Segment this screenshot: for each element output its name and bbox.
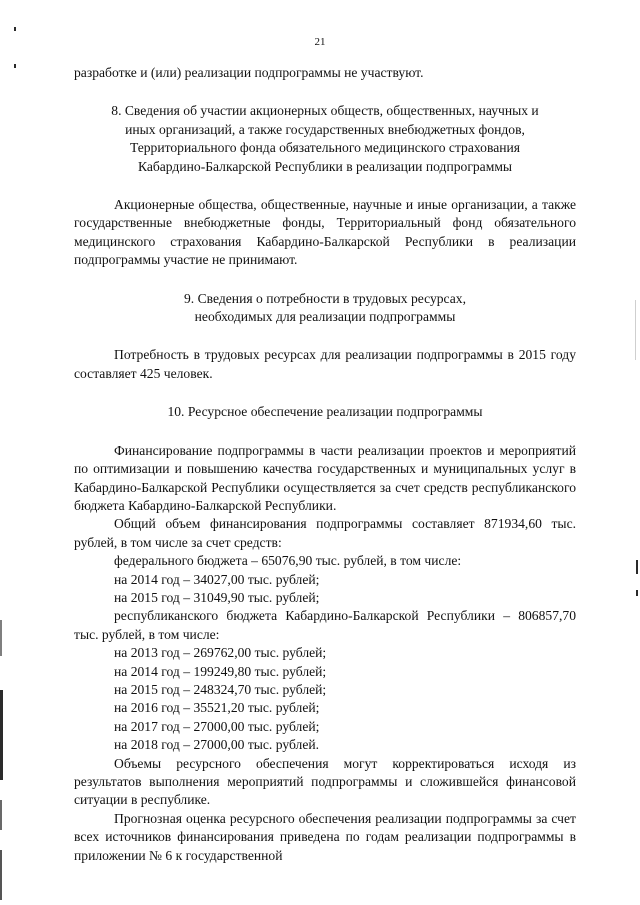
section-9-title bbox=[74, 290, 576, 327]
scan-edge-mark bbox=[0, 690, 3, 780]
scan-speck bbox=[14, 64, 16, 68]
section-8-title bbox=[74, 102, 576, 176]
section-9-title-line: 9. Сведения о потребности в трудовых ресурсах, bbox=[184, 290, 466, 306]
section-8-title-line: 8. Сведения об участии акционерных обществ, общественных, научных и bbox=[111, 103, 539, 119]
republic-year-line: на 2014 год – 199249,80 тыс. рублей; bbox=[114, 663, 327, 679]
section-10-title: 10. Ресурсное обеспечение реализации подпрограммы bbox=[167, 404, 483, 420]
document-body bbox=[74, 64, 576, 865]
section-8-title-line: иных организаций, а также государственных внебюджетных фондов, bbox=[125, 121, 525, 137]
republic-budget-line: республиканского бюджета Кабардино-Балкарской Республики – 806857,70 тыс. рублей, в том числе: bbox=[74, 608, 576, 642]
scan-edge-line bbox=[635, 300, 636, 360]
scan-speck bbox=[636, 560, 638, 574]
opening-line: разработке и (или) реализации подпрограммы не участвуют. bbox=[74, 65, 424, 80]
republic-year-line: на 2018 год – 27000,00 тыс. рублей. bbox=[114, 737, 320, 753]
scan-speck bbox=[14, 27, 16, 31]
page-number: 21 bbox=[314, 36, 326, 48]
federal-year-line: на 2015 год – 31049,90 тыс. рублей; bbox=[114, 589, 320, 605]
section-8-text: Акционерные общества, общественные, научные и иные организации, а также государственные внебюджетные фонды, Территориальный фонд обязательного медицинского страхования Кабардино-Балкарской Республики в реализации подпрограммы участие не принимают. bbox=[74, 197, 576, 268]
section-9-title-line: необходимых для реализации подпрограммы bbox=[194, 309, 456, 325]
scan-edge-mark bbox=[0, 850, 2, 900]
section-9-text: Потребность в трудовых ресурсах для реализации подпрограммы в 2015 году составляет 425 человек. bbox=[74, 347, 576, 381]
scan-edge-mark bbox=[0, 800, 2, 830]
republic-year-line: на 2015 год – 248324,70 тыс. рублей; bbox=[114, 681, 327, 697]
federal-year-line: на 2014 год – 34027,00 тыс. рублей; bbox=[114, 571, 320, 587]
section-8-title-line: Территориального фонда обязательного медицинского страхования bbox=[129, 140, 521, 156]
republic-year-line: на 2017 год – 27000,00 тыс. рублей; bbox=[114, 718, 320, 734]
scan-speck bbox=[636, 590, 638, 596]
correction-paragraph: Объемы ресурсного обеспечения могут корректироваться исходя из результатов выполнения мероприятий подпрограммы и сложившейся финансовой ситуации в республике. bbox=[74, 755, 576, 808]
total-volume-paragraph: Общий объем финансирования подпрограммы составляет 871934,60 тыс. рублей, в том числе за счет средств: bbox=[74, 516, 576, 550]
scan-edge-mark bbox=[0, 620, 2, 656]
republic-year-line: на 2013 год – 269762,00 тыс. рублей; bbox=[114, 645, 327, 661]
republic-year-line: на 2016 год – 35521,20 тыс. рублей; bbox=[114, 700, 320, 716]
section-8-title-line: Кабардино-Балкарской Республики в реализации подпрограммы bbox=[137, 158, 513, 174]
forecast-paragraph: Прогнозная оценка ресурсного обеспечения реализации подпрограммы за счет всех источников финансирования приведена по годам реализации подпрограммы в приложении № 6 к государственной bbox=[74, 810, 576, 863]
funding-paragraph: Финансирование подпрограммы в части реализации проектов и мероприятий по оптимизации и повышению качества государственных и муниципальных услуг в Кабардино-Балкарской Республики осуществляется за счет средств республиканского бюджета Кабардино-Балкарской Республики. bbox=[74, 442, 576, 513]
federal-budget-line: федерального бюджета – 65076,90 тыс. рублей, в том числе: bbox=[114, 553, 462, 569]
